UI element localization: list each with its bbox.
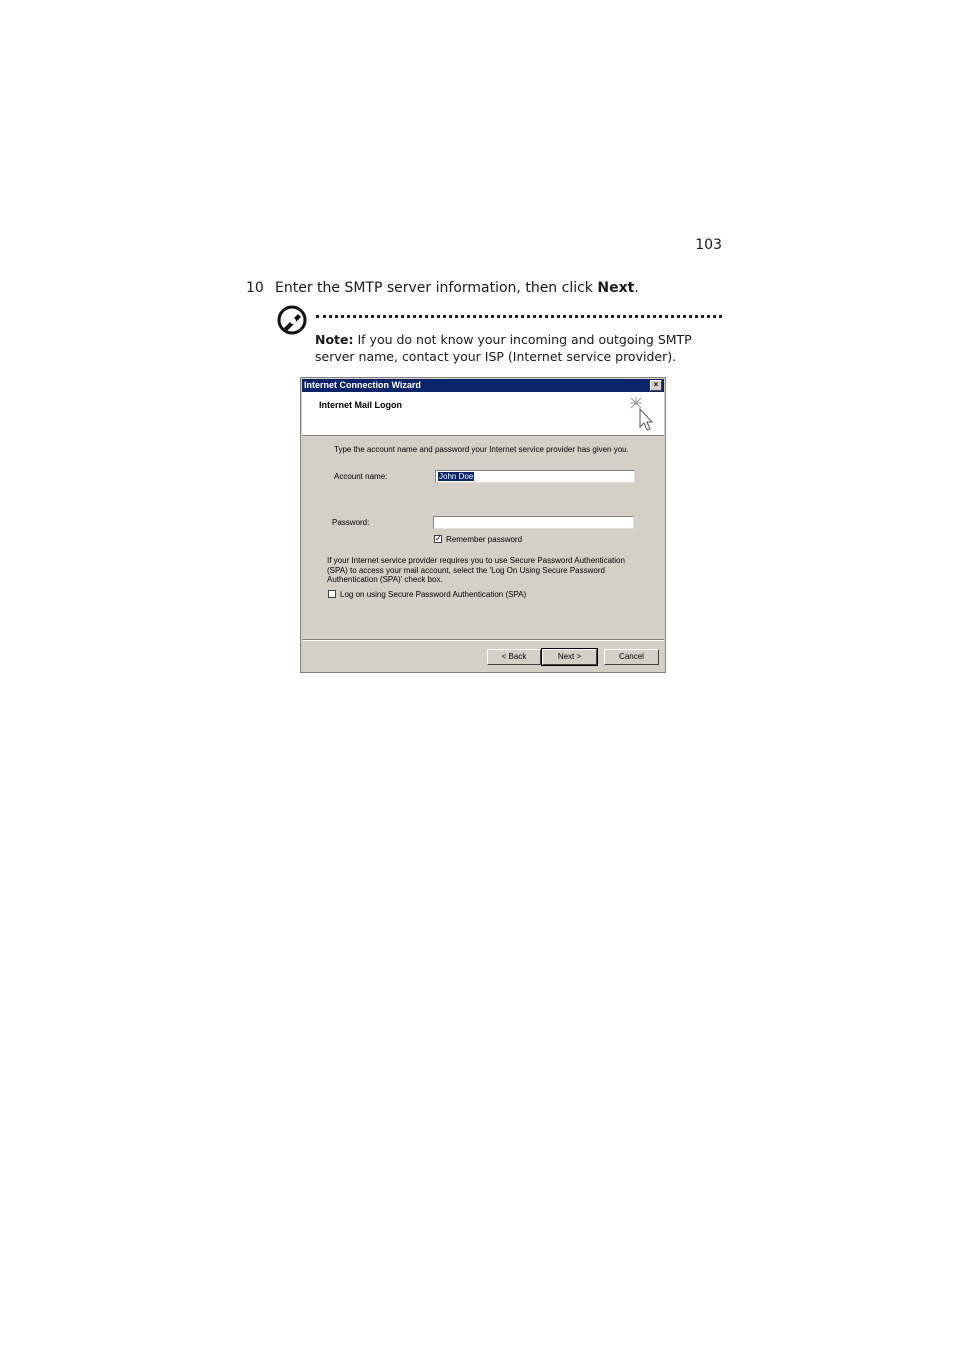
remember-password-checkbox[interactable]: ✓	[435, 534, 442, 543]
step-text-end: .	[634, 280, 639, 296]
step-instruction	[246, 280, 639, 296]
note-body: If you do not know your incoming and outgoing SMTP server name, contact your ISP (Internet service provider).	[315, 332, 692, 364]
account-name-value: John Doe	[439, 472, 474, 481]
step-number: 10	[246, 280, 264, 296]
button-separator	[302, 639, 664, 641]
dialog-title: Internet Connection Wizard	[304, 380, 421, 390]
back-button[interactable]: < Back	[487, 649, 541, 665]
wizard-cursor-icon	[628, 395, 658, 433]
note-label: Note:	[315, 332, 354, 347]
spa-label: Log on using Secure Password Authentication (SPA)	[340, 590, 527, 599]
remember-password-label: Remember password	[446, 535, 523, 544]
note-text	[315, 332, 715, 365]
account-name-label: Account name:	[334, 472, 388, 481]
next-button[interactable]: Next >	[542, 649, 597, 665]
step-bold-word: Next	[597, 280, 635, 296]
account-name-input[interactable]	[435, 470, 635, 483]
page-number: 103	[695, 237, 722, 253]
dialog-titlebar	[302, 379, 664, 392]
instruction-text: Type the account name and password your Internet service provider has given you.	[334, 445, 629, 454]
dialog-header	[302, 392, 664, 436]
spa-checkbox[interactable]	[328, 590, 336, 598]
header-title: Internet Mail Logon	[319, 400, 402, 410]
pen-note-icon	[276, 304, 308, 336]
password-label: Password:	[332, 518, 370, 527]
note-divider	[316, 315, 722, 318]
step-text: Enter the SMTP server information, then click	[275, 280, 598, 296]
password-input[interactable]	[433, 516, 634, 529]
close-button[interactable]: ×	[650, 380, 662, 391]
internet-connection-wizard-dialog	[300, 377, 666, 673]
spa-explanation: If your Internet service provider requires you to use Secure Password Authentication (SPA) to access your mail account, select the 'Log On Using Secure Password Authentication (SPA)' check box.	[327, 556, 625, 584]
cancel-button[interactable]: Cancel	[604, 649, 659, 665]
